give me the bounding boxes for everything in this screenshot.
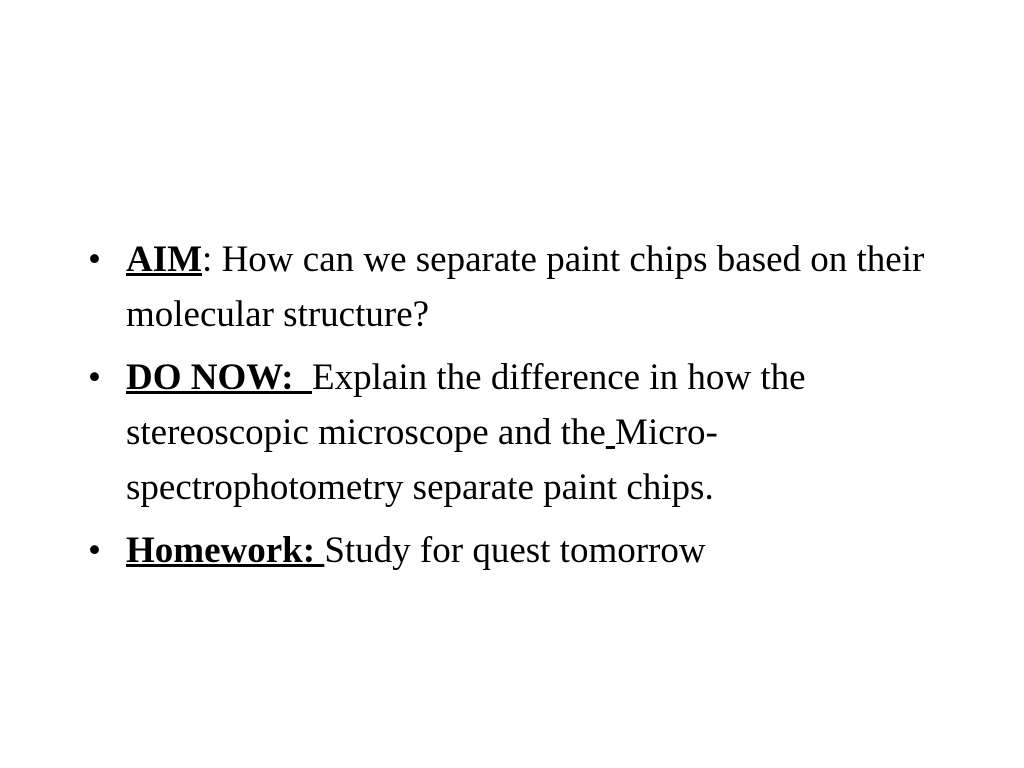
- bullet-item-homework: [88, 523, 968, 578]
- homework-label: Homework:: [126, 530, 325, 571]
- do-now-label: DO NOW:: [126, 357, 313, 398]
- bullet-item-do-now: [88, 350, 968, 515]
- homework-text: Study for quest tomorrow: [324, 530, 706, 571]
- aim-text: : How can we separate paint chips based on their molecular structure?: [126, 239, 925, 335]
- bullet-dot-icon: •: [88, 530, 101, 571]
- do-now-text-before: Explain the difference in how the stereoscopic microscope and the: [126, 357, 806, 453]
- bullet-item-aim: [88, 232, 968, 342]
- bullet-dot-icon: •: [88, 239, 101, 280]
- aim-label: AIM: [126, 239, 203, 280]
- bullet-list: [88, 232, 968, 586]
- do-now-text-after: Micro-spectrophotometry separate paint chips.: [126, 412, 718, 508]
- bullet-dot-icon: •: [88, 357, 101, 398]
- underlined-space: [606, 412, 615, 453]
